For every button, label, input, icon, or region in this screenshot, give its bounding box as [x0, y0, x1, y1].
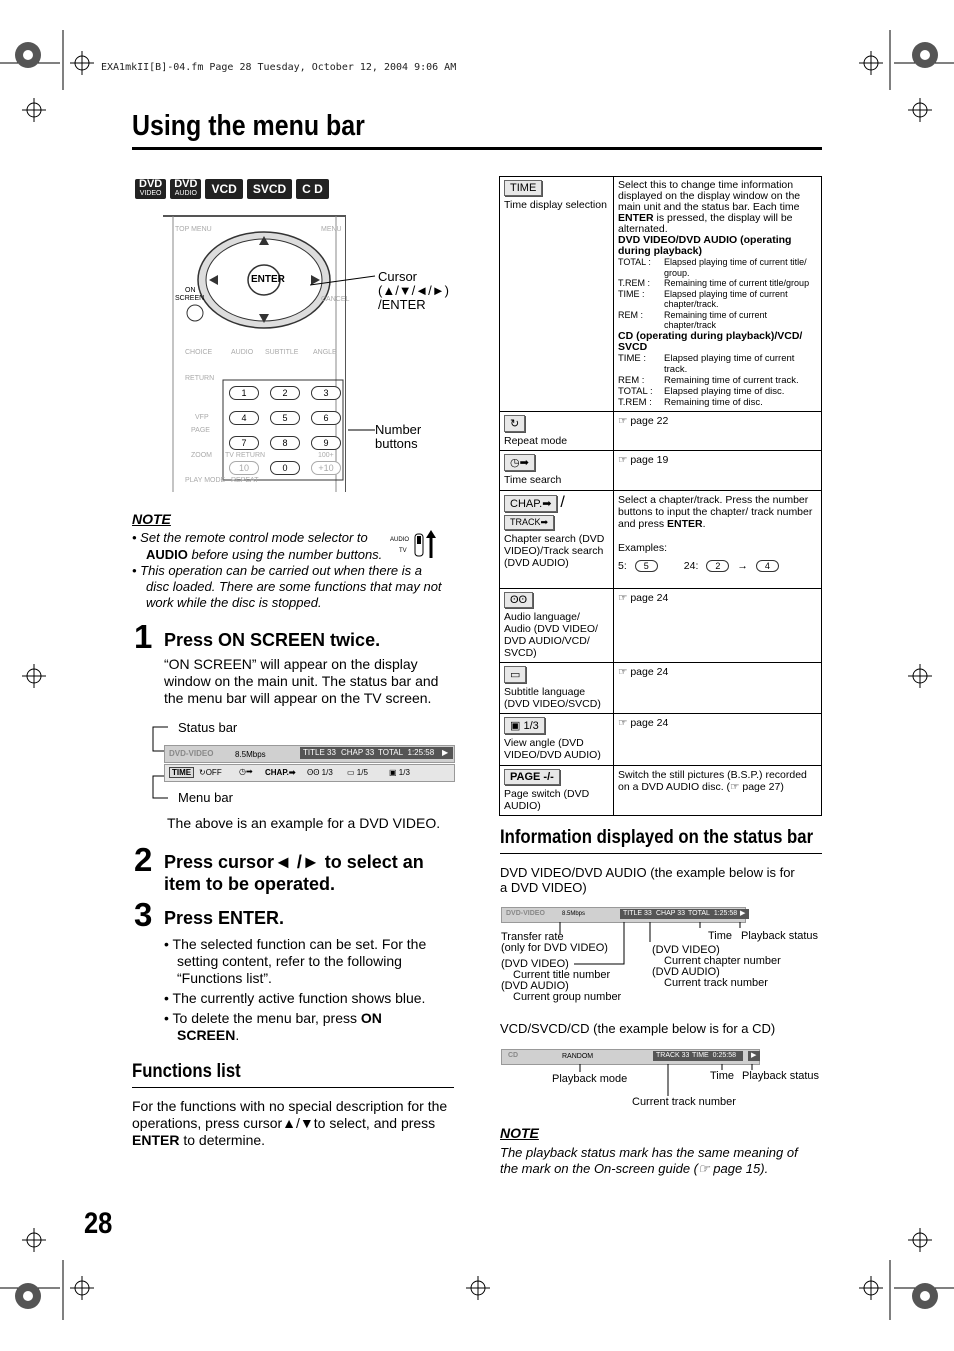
callout-transfer-2: (only for DVD VIDEO) [501, 942, 608, 954]
repeat-icon: ↻ [504, 415, 525, 432]
callout-number-1: Number [375, 422, 422, 437]
step-3-b1-l1: • The selected function can be set. For the [164, 936, 427, 952]
page-icon: PAGE -/- [504, 769, 560, 785]
key-1[interactable]: 1 [229, 386, 259, 400]
audio-icon: ʘʘ 1/3 [307, 768, 333, 777]
step-2-title-line-1: Press cursor◄ /► to select an [164, 852, 424, 872]
badge-cd: C D [296, 179, 329, 199]
step-3-b1-l3: “Functions list”. [177, 970, 272, 986]
play-status-icon: ▶ [737, 909, 749, 919]
badge-svcd: SVCD [247, 179, 292, 199]
audio-icon: ʘʘ [504, 592, 533, 608]
label-menu: MENU [321, 226, 342, 233]
table-row: ↻ Repeat mode ☞ page 22 [500, 411, 822, 450]
callout-cd-track-number: Current track number [632, 1096, 736, 1108]
key-0[interactable]: 0 [270, 461, 300, 475]
label-tv-return: TV RETURN [225, 452, 266, 459]
label-repeat: REPEAT [231, 477, 259, 484]
note-heading: NOTE [132, 511, 171, 527]
table-row: ʘʘ Audio language/ Audio (DVD VIDEO/ DVD AUDIO/VCD/ SVCD) ☞ page 24 [500, 588, 822, 662]
callout-dvda-1: (DVD AUDIO) [501, 980, 569, 992]
page-title: Using the menu bar [132, 110, 365, 142]
badge-dvd-audio: DVD AUDIO [170, 179, 201, 199]
subtitle-icon: ▭ 1/5 [347, 768, 368, 777]
disc-badges [135, 179, 329, 199]
callout-cursor-1: Cursor [378, 269, 418, 284]
label-vfp: VFP [195, 414, 209, 421]
callout-chapter-number: Current chapter number [664, 955, 781, 967]
arrow-right-icon: → [737, 559, 748, 572]
bar-example-caption: The above is an example for a DVD VIDEO. [167, 815, 441, 831]
chapter-examples: 5: 5 24: 2 → 4 [618, 560, 817, 572]
key-4[interactable]: 4 [229, 411, 259, 425]
status-bar-label: Status bar [178, 720, 238, 735]
functions-list-rule [132, 1087, 454, 1088]
label-top-menu: TOP MENU [175, 226, 212, 233]
key-2[interactable]: 2 [270, 386, 300, 400]
table-row: CHAP.➡ / TRACK➡ Chapter search (DVD VIDEO)/Track search (DVD AUDIO) Select a chapter/track. Press the number buttons to input the chapter/ track number and press ENTER. Examples: 5: 5 24: 2 → 4 [500, 490, 822, 588]
remote-callout-lines [310, 270, 380, 440]
callout-cursor-2: (▲/▼/◄/►) [378, 283, 449, 298]
functions-list-l1: For the functions with no special description for the [132, 1098, 448, 1114]
step-1-line-3: the menu bar will appear on the TV screen. [164, 690, 432, 706]
play-status-icon: ▶ [439, 747, 453, 759]
label-choice: CHOICE [185, 349, 213, 356]
time-button-icon: TIME [504, 180, 542, 196]
callout-title-number: Current title number [513, 969, 611, 981]
title-rule [132, 147, 822, 150]
status-bar-dvd: DVD-VIDEO 8.5Mbps TITLE 33 CHAP 33 TOTAL 1:25:58 ▶ [501, 907, 746, 923]
label-enter: ENTER [251, 274, 285, 285]
angle-icon: ▣ 1/3 [389, 768, 410, 777]
functions-list-l3: ENTER to determine. [132, 1132, 266, 1148]
dvd-intro-l1: DVD VIDEO/DVD AUDIO (the example below is for [500, 865, 795, 880]
label-on: ON [185, 287, 196, 294]
callout-number-2: buttons [375, 436, 418, 451]
badge-dvd-video: DVD VIDEO [135, 179, 166, 199]
label-audio: AUDIO [231, 349, 254, 356]
table-row: ▭ Subtitle language (DVD VIDEO/SVCD) ☞ page 24 [500, 662, 822, 713]
functions-table [499, 176, 822, 816]
functions-list-heading: Functions list [132, 1061, 241, 1082]
label-angle: ANGLE [313, 349, 337, 356]
callout-dvdv-2: (DVD VIDEO) [652, 944, 720, 956]
step-3-b3-l2: SCREEN. [177, 1027, 240, 1043]
key-6[interactable]: 6 [311, 411, 341, 425]
note-2-l1: The playback status mark has the same meaning of [500, 1145, 798, 1160]
callout-cd-time: Time [710, 1070, 735, 1082]
track-icon: TRACK➡ [504, 515, 554, 530]
note-2-l2: the mark on the On-screen guide (☞ page 15). [500, 1161, 769, 1176]
callout-cursor-3: /ENTER [378, 297, 426, 312]
table-row: PAGE -/- Page switch (DVD AUDIO) Switch the still pictures (B.S.P.) recorded on a DVD AUDIO disc. (☞ page 27) [500, 765, 822, 815]
info-heading: Information displayed on the status bar [500, 827, 814, 848]
key-10[interactable]: 10 [229, 461, 259, 475]
key-7[interactable]: 7 [229, 436, 259, 450]
status-bar-cd: CD RANDOM TRACK 33 TIME 0:25:58 ▶ [501, 1049, 760, 1065]
table-row: ▣ 1/3 View angle (DVD VIDEO/DVD AUDIO) ☞ page 24 [500, 713, 822, 765]
table-row: ◷➡ Time search ☞ page 19 [500, 450, 822, 490]
callout-transfer-1: Transfer rate [501, 931, 564, 943]
label-return: RETURN [185, 375, 215, 382]
time-search-icon: ◷➡ [504, 454, 535, 471]
vcd-intro: VCD/SVCD/CD (the example below is for a CD) [500, 1021, 776, 1036]
callout-track-number: Current track number [664, 977, 768, 989]
step-1-line-2: window on the main unit. The status bar and [164, 673, 439, 689]
step-1-line-1: “ON SCREEN” will appear on the display [164, 656, 418, 672]
callout-group-number: Current group number [513, 991, 622, 1003]
callout-time: Time [708, 930, 733, 942]
repeat-icon: ↻OFF [199, 768, 222, 777]
step-2-number: 2 [134, 841, 153, 878]
menu-bar-label: Menu bar [178, 790, 233, 805]
step-1-title: Press ON SCREEN twice. [164, 630, 381, 650]
note-line-2: AUDIO before using the number buttons. [146, 547, 383, 562]
badge-vcd: VCD [205, 179, 242, 199]
status-bar-example: DVD-VIDEO 8.5Mbps TITLE 33 CHAP 33 TOTAL 1:25:58 ▶ [164, 745, 455, 763]
note-line-5: work while the disc is stopped. [146, 595, 322, 610]
note-line-1: • Set the remote control mode selector to [132, 530, 368, 545]
label-page: PAGE [191, 427, 210, 434]
functions-list-l2: operations, press cursor▲/▼to select, and press [132, 1115, 436, 1131]
table-row: TIME Time display selection Select this to change time information displayed on the display window on the main unit and the status bar. Each time ENTER is pressed, the display will be alternated. DVD VIDEO/DVD AUDIO (operating during playback) TOTAL : Elapsed playing time of current title/ group. T.REM : Remaining time of current title/group TIME : Elapsed playing time of current chapter/track. REM : Remaining time of current chapter/track CD (operating during playback)/VCD/ SVCD TIME : Elapsed playing time of current track. REM : Remaining time of current track. TOTAL : Elapsed playing time of disc. T.REM : Remaining time of disc. [500, 177, 822, 412]
file-header: EXA1mkII[B]-04.fm Page 28 Tuesday, October 12, 2004 9:06 AM [101, 62, 457, 73]
step-3-title: Press ENTER. [164, 908, 285, 928]
callout-playback-mode: Playback mode [552, 1073, 628, 1085]
callout-playback-status: Playback status [741, 930, 819, 942]
step-3-b3-l1: • To delete the menu bar, press ON [164, 1010, 382, 1026]
menu-bar-example: TIME ↻OFF ◷➡ CHAP.➡ ʘʘ 1/3 ▭ 1/5 ▣ 1/3 [164, 764, 455, 782]
chap-icon: CHAP.➡ [265, 768, 296, 777]
callout-dvda-2: (DVD AUDIO) [652, 966, 720, 978]
key-3[interactable]: 3 [311, 386, 341, 400]
label-play-mode: PLAY MODE [185, 477, 226, 484]
step-1-number: 1 [134, 618, 153, 655]
mode-selector-icon: AUDIO TV [390, 530, 438, 560]
callout-dvdv-1: (DVD VIDEO) [501, 958, 569, 970]
step-3-b1-l2: setting content, refer to the following [177, 953, 402, 969]
step-3-number: 3 [134, 896, 153, 933]
key-8[interactable]: 8 [270, 436, 300, 450]
note-line-4: disc loaded. There are some functions that may not [146, 579, 442, 594]
chap-icon: CHAP.➡ [504, 495, 557, 512]
label-screen: SCREEN [175, 295, 205, 302]
play-status-icon: ▶ [748, 1051, 760, 1061]
label-100: 100+ [318, 452, 334, 459]
info-rule [500, 853, 822, 854]
key-5[interactable]: 5 [270, 411, 300, 425]
time-display-label: Time display selection [504, 199, 607, 211]
label-cancel: CANCEL [321, 296, 350, 303]
angle-icon: ▣ 1/3 [504, 717, 545, 734]
label-subtitle: SUBTITLE [265, 349, 299, 356]
key-plus10[interactable]: +10 [311, 461, 341, 475]
step-2-title-line-2: item to be operated. [164, 874, 336, 894]
callout-cd-playback-status: Playback status [742, 1070, 820, 1082]
dvd-intro-l2: a DVD VIDEO) [500, 880, 587, 895]
page-number: 28 [84, 1207, 113, 1240]
key-9[interactable]: 9 [311, 436, 341, 450]
time-search-icon: ◷➡ [239, 767, 253, 776]
subtitle-icon: ▭ [504, 666, 526, 683]
note-2-heading: NOTE [500, 1125, 539, 1141]
label-zoom: ZOOM [191, 452, 212, 459]
note-line-3: • This operation can be carried out when there is a [132, 563, 422, 578]
step-3-b2: • The currently active function shows blue. [164, 990, 426, 1006]
